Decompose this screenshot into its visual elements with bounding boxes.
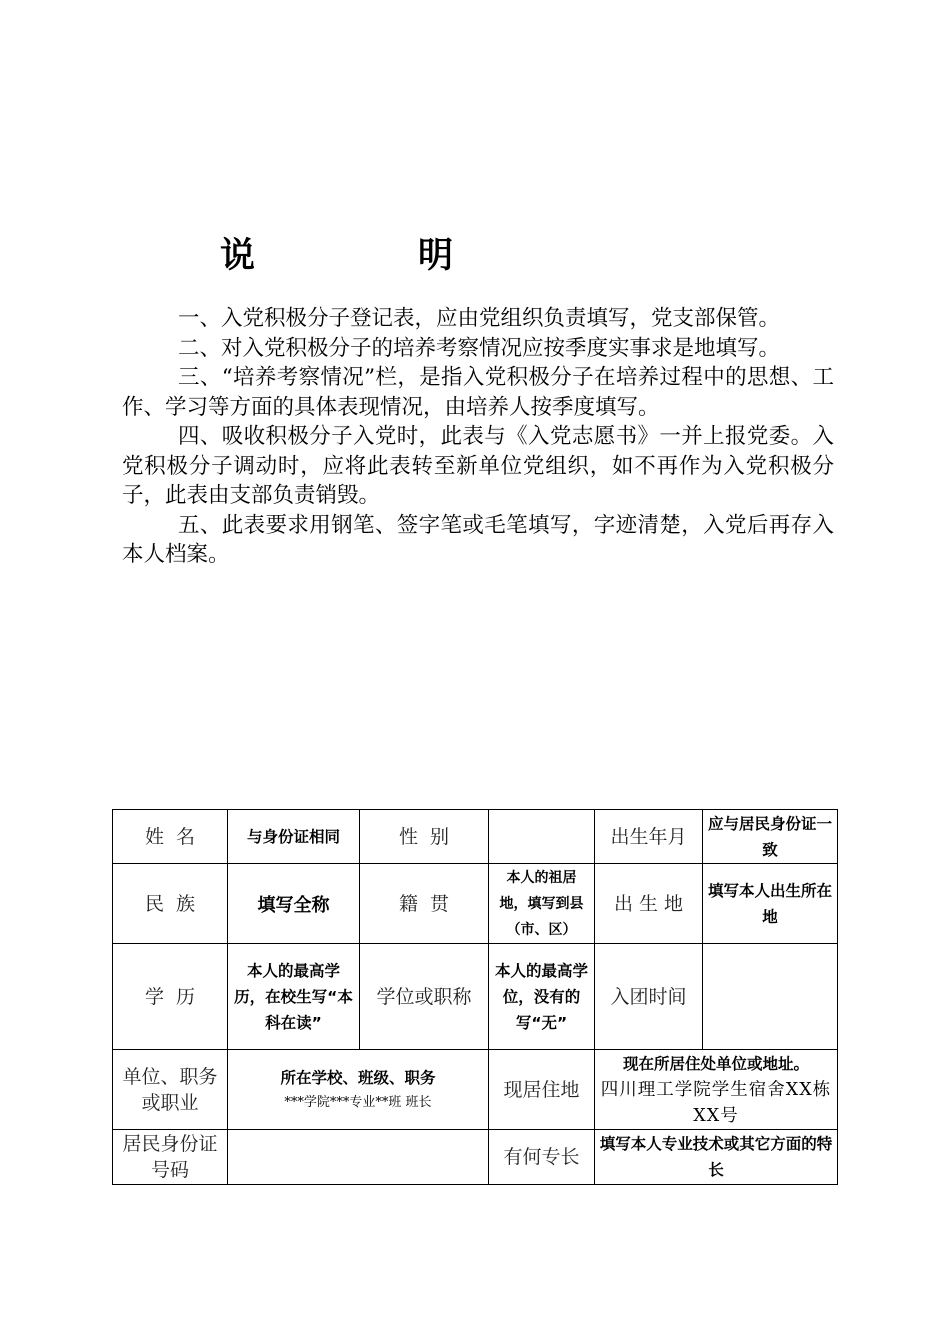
name-label: 姓 名	[113, 810, 228, 864]
instruction-item: 二、对入党积极分子的培养考察情况应按季度实事求是地填写。	[178, 335, 781, 361]
birth-date-field[interactable]: 应与居民身份证一致	[703, 810, 838, 864]
specialty-field[interactable]: 填写本人专业技术或其它方面的特长	[595, 1130, 838, 1185]
form-row-id	[113, 1130, 838, 1185]
address-hint: 现在所居住处单位或地址。	[622, 1054, 809, 1073]
degree-label: 学位或职称	[360, 944, 489, 1050]
instruction-item: 一、入党积极分子登记表，应由党组织负责填写，党支部保管。	[178, 306, 781, 331]
id-number-label: 居民身份证号码	[113, 1130, 228, 1185]
native-place-field[interactable]: 本人的祖居地，填写到县（市、区）	[489, 864, 595, 944]
instruction-item: 三、“培养考察情况”栏，是指入党积极分子在培养过程中的思想、工作、学习等方面的具体表现情况，由培养人按季度填写。	[122, 365, 834, 420]
gender-field[interactable]	[489, 810, 595, 864]
registration-form-table	[112, 809, 838, 1185]
form-row-name	[113, 810, 838, 864]
address-label: 现居住地	[489, 1050, 595, 1130]
native-place-label: 籍 贯	[360, 864, 489, 944]
specialty-label: 有何专长	[489, 1130, 595, 1185]
ethnicity-field[interactable]: 填写全称	[228, 864, 360, 944]
instructions-section	[122, 304, 834, 570]
league-date-label: 入团时间	[595, 944, 703, 1050]
league-date-field[interactable]	[703, 944, 838, 1050]
gender-label: 性 别	[360, 810, 489, 864]
address-example: 四川理工学院学生宿舍XX栋XX号	[600, 1079, 832, 1126]
address-field[interactable]	[595, 1050, 838, 1130]
form-row-ethnicity	[113, 864, 838, 944]
unit-field[interactable]	[228, 1050, 489, 1130]
education-label: 学 历	[113, 944, 228, 1050]
unit-hint: 所在学校、班级、职务	[280, 1068, 436, 1087]
form-row-unit	[113, 1050, 838, 1130]
birthplace-label: 出 生 地	[595, 864, 703, 944]
form-row-education	[113, 944, 838, 1050]
education-field[interactable]: 本人的最高学历，在校生写“本科在读”	[228, 944, 360, 1050]
name-field[interactable]: 与身份证相同	[228, 810, 360, 864]
unit-example: ***学院***专业**班 班长	[284, 1094, 432, 1110]
instruction-item: 四、吸收积极分子入党时，此表与《入党志愿书》一并上报党委。入党积极分子调动时，应将此表转至新单位党组织，如不再作为入党积极分子，此表由支部负责销毁。	[122, 424, 834, 508]
degree-field[interactable]: 本人的最高学位，没有的写“无”	[489, 944, 595, 1050]
birthplace-field[interactable]: 填写本人出生所在地	[703, 864, 838, 944]
ethnicity-label: 民 族	[113, 864, 228, 944]
instruction-item: 五、此表要求用钢笔、签字笔或毛笔填写，字迹清楚，入党后再存入本人档案。	[122, 512, 834, 567]
id-number-field[interactable]	[228, 1130, 489, 1185]
page-title: 说 明	[220, 235, 518, 276]
birth-date-label: 出生年月	[595, 810, 703, 864]
unit-label: 单位、职务或职业	[113, 1050, 228, 1130]
